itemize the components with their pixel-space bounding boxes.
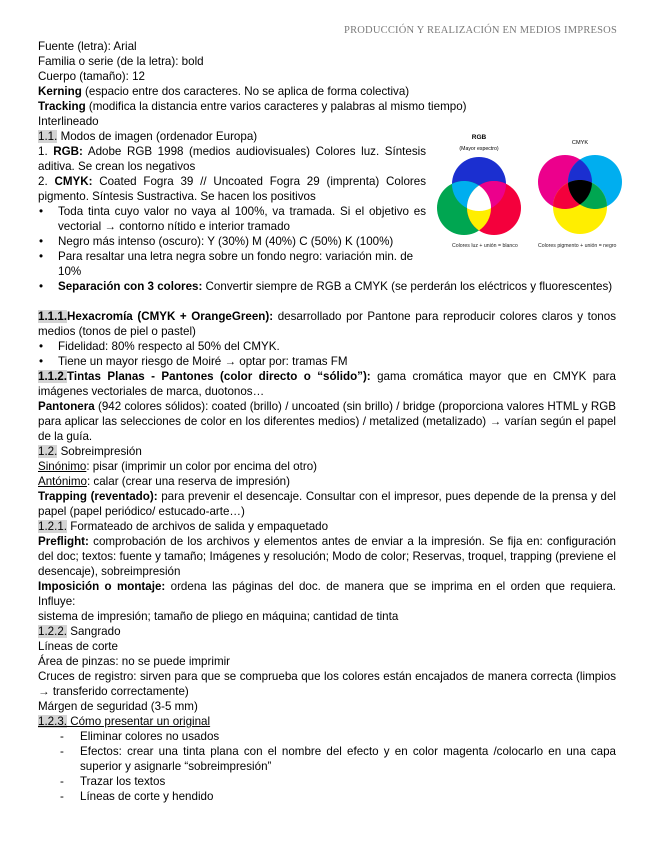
antonimo-line bbox=[38, 474, 616, 489]
section-number: 1.1.1. bbox=[38, 310, 68, 323]
sinonimo-term: Sinónimo bbox=[38, 460, 87, 473]
section-heading-1-1 bbox=[38, 129, 616, 144]
list-item: • Fidelidad: 80% respecto al 50% del CMYK. bbox=[38, 339, 616, 354]
rgb-item: 1. RGB: Adobe RGB 1998 (medios audiovisuales) Colores luz. Síntesis aditiva. Se crean los negativos bbox=[38, 145, 426, 173]
bullet-list-cmyk bbox=[38, 204, 426, 279]
antonimo-text: : calar (crear una reserva de impresión) bbox=[86, 475, 290, 488]
list-item: • Tiene un mayor riesgo de Moiré → optar por: tramas FM bbox=[38, 354, 616, 369]
section-title: Cómo presentar un original bbox=[67, 715, 211, 728]
section-title: Sobreimpresión bbox=[57, 445, 142, 458]
running-header: PRODUCCIÓN Y REALIZACIÓN EN MEDIOS IMPRESOS bbox=[344, 25, 617, 36]
section-heading-1-1-2 bbox=[38, 369, 616, 399]
section-heading-1-2-1 bbox=[38, 519, 616, 534]
section-number: 1.2.2. bbox=[38, 625, 68, 638]
area-pinzas-line: Área de pinzas: no se puede imprimir bbox=[38, 655, 231, 668]
sinonimo-line bbox=[38, 459, 616, 474]
preflight-paragraph bbox=[38, 534, 616, 579]
kerning-definition bbox=[38, 84, 616, 99]
list-item: • Negro más intenso (oscuro): Y (30%) M (40%) C (50%) K (100%) bbox=[38, 234, 426, 249]
list-item bbox=[38, 279, 616, 294]
section-heading-1-2 bbox=[38, 444, 616, 459]
rgb-term: RGB: bbox=[53, 145, 83, 158]
cmyk-item: 2. CMYK: Coated Fogra 39 // Uncoated Fogra 29 (imprenta) Colores pigmento. Síntesis Sustractiva. Se hacen los positivos bbox=[38, 175, 427, 203]
bullet-list-hexacromia bbox=[38, 339, 616, 369]
sinonimo-text: : pisar (imprimir un color por encima del otro) bbox=[86, 460, 318, 473]
list-item: - Líneas de corte y hendido bbox=[38, 789, 616, 804]
section-heading-1-2-3 bbox=[38, 714, 616, 729]
section-number: 1.2. bbox=[38, 445, 58, 458]
hexacromia-text: desarrollado por Pantone para reproducir colores claros y tonos medios (tonos de piel o pastel) bbox=[38, 310, 616, 338]
list-item: - Efectos: crear una tinta plana con el nombre del efecto y en color magenta /colocarlo en una capa superior y asignarle “sobreimpresión” bbox=[38, 744, 616, 774]
separacion-term: Separación con 3 colores: bbox=[58, 280, 203, 293]
tracking-definition bbox=[38, 99, 616, 114]
list-item: - Eliminar colores no usados bbox=[38, 729, 616, 744]
pantonera-paragraph bbox=[38, 399, 616, 444]
document-body bbox=[38, 39, 616, 804]
tracking-text: (modifica la distancia entre varios caracteres y palabras al mismo tiempo) bbox=[85, 100, 467, 113]
margen-seguridad-line: Márgen de seguridad (3-5 mm) bbox=[38, 700, 198, 713]
font-spec-line: Fuente (letra): Arial bbox=[38, 40, 137, 53]
tintas-planas-term: Tintas Planas - Pantones (color directo o “sólido”): bbox=[67, 370, 371, 383]
trapping-text: para prevenir el desencaje. Consultar con el impresor, pues depende de la prensa y del papel (papel periódico/ estucado-arte…) bbox=[38, 490, 617, 518]
imposicion-text: ordena las páginas del doc. de manera que se imprima en el orden que requiera. Influye: bbox=[38, 580, 616, 608]
section-number: 1.2.1. bbox=[38, 520, 68, 533]
rgb-caption: Colores luz + unión = blanco bbox=[452, 243, 518, 249]
cruces-registro-paragraph: Cruces de registro: sirven para que se comprueba que los colores están encajados de manera correcta (limpios → transferido correctamente) bbox=[38, 670, 616, 698]
kerning-term: Kerning bbox=[38, 85, 82, 98]
section-heading-1-2-2 bbox=[38, 624, 616, 639]
influye-line: sistema de impresión; tamaño de pliego en máquina; cantidad de tinta bbox=[38, 610, 399, 623]
list-item: • Para resaltar una letra negra sobre un fondo negro: variación min. de 10% bbox=[38, 249, 426, 279]
section-title: Sangrado bbox=[67, 625, 121, 638]
lineas-corte-line: Líneas de corte bbox=[38, 640, 118, 653]
rgb-title: RGB bbox=[471, 134, 487, 141]
imposicion-term: Imposición o montaje: bbox=[38, 580, 166, 593]
trapping-paragraph bbox=[38, 489, 616, 519]
cmyk-text: Coated Fogra 39 // Uncoated Fogra 29 (imprenta) Colores pigmento. Síntesis Sustractiva. Se hacen los positivos bbox=[38, 175, 427, 203]
section-number: 1.2.3. bbox=[38, 715, 68, 728]
kerning-text: (espacio entre dos caracteres. No se aplica de forma colectiva) bbox=[81, 85, 410, 98]
list-item: • Toda tinta cuyo valor no vaya al 100%, va tramada. Si el objetivo es vectorial → contorno nítido e interior tramado bbox=[38, 204, 426, 234]
imposicion-paragraph bbox=[38, 579, 616, 609]
bullet-list-separacion bbox=[38, 279, 616, 294]
section-heading-1-1-1 bbox=[38, 309, 616, 339]
preflight-text: comprobación de los archivos y elementos antes de enviar a la impresión. Se fija en: configuración del doc; textos: fuente y tamaño; Imágenes y resolución; Modo de color; Reservas, troquel, trapping (previene el desencaje), sobreimpresión bbox=[38, 535, 616, 578]
pantonera-text: (942 colores sólidos): coated (brillo) / uncoated (sin brillo) / bridge (proporciona valores HTML y RGB para aplicar las selecciones de color en los diferentes medios) / metalized (metalizado) → varían según el papel de la guía. bbox=[38, 400, 616, 443]
pantonera-term: Pantonera bbox=[38, 400, 95, 413]
section-title: Formateado de archivos de salida y empaquetado bbox=[67, 520, 329, 533]
trapping-term: Trapping (reventado): bbox=[38, 490, 158, 503]
dash-list-original bbox=[38, 729, 616, 804]
font-spec-line: Cuerpo (tamaño): 12 bbox=[38, 70, 145, 83]
section-number: 1.1. bbox=[38, 130, 58, 143]
preflight-term: Preflight: bbox=[38, 535, 89, 548]
rgb-text: Adobe RGB 1998 (medios audiovisuales) Colores luz. Síntesis aditiva. Se crean los negativos bbox=[38, 145, 426, 173]
section-number: 1.1.2. bbox=[38, 370, 68, 383]
font-spec-line: Familia o serie (de la letra): bold bbox=[38, 55, 204, 68]
section-title: Modos de imagen (ordenador Europa) bbox=[57, 130, 258, 143]
cmyk-caption: Colores pigmento + unión = negro bbox=[538, 243, 617, 249]
interlineado-line: Interlineado bbox=[38, 115, 99, 128]
antonimo-term: Antónimo bbox=[38, 475, 87, 488]
cmyk-title: CMYK bbox=[571, 140, 589, 146]
tracking-term: Tracking bbox=[38, 100, 86, 113]
list-item: - Trazar los textos bbox=[38, 774, 616, 789]
hexacromia-term: Hexacromía (CMYK + OrangeGreen): bbox=[67, 310, 274, 323]
separacion-text: Convertir siempre de RGB a CMYK (se perderán los eléctricos y fluorescentes) bbox=[202, 280, 613, 293]
cmyk-term: CMYK: bbox=[54, 175, 93, 188]
rgb-subtitle: (Mayor espectro) bbox=[459, 146, 499, 152]
tintas-planas-text: gama cromática mayor que en CMYK para imágenes vectoriales de marca, duotonos… bbox=[38, 370, 616, 398]
